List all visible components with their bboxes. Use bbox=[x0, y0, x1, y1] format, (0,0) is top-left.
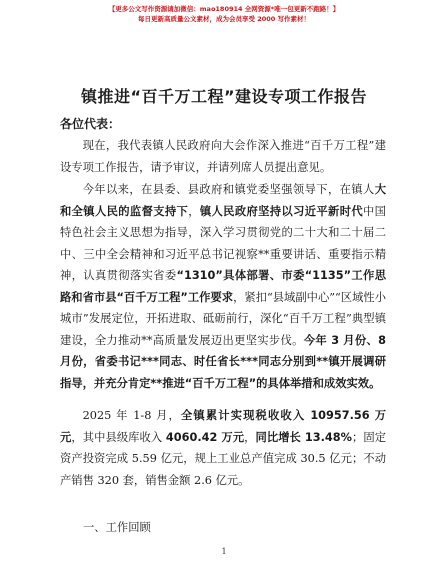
statistics-text: 2025 年 1-8 月， bbox=[82, 409, 181, 422]
statistics-paragraph bbox=[60, 405, 386, 491]
statistics-emphasis: 4060.42 万元 bbox=[165, 430, 245, 444]
statistics-text: ， bbox=[244, 430, 256, 444]
statistics-text: ；固定资产投资完成 5.59 亿元，规上工业总产值完成 30.5 亿元；不动产销售 320 套，销售金额 2.6 亿元。 bbox=[60, 430, 386, 487]
promo-banner bbox=[0, 4, 448, 24]
section-heading-work-review: 一、工作回顾 bbox=[83, 521, 151, 534]
document-title: 镇推进“百千万工程”建设专项工作报告 bbox=[80, 87, 368, 106]
page-number: 1 bbox=[221, 547, 227, 556]
overview-paragraph bbox=[60, 179, 386, 394]
overview-text: ，紧扣“县域副中心”“区域性小城市”发展定位，开拓进取、砥砺前行，深化“百千万工程”典型镇建设，全力推动**高质量发展迈出更坚实步伐。 bbox=[60, 290, 386, 347]
overview-emphasis: 今年 3 月份、8 月份，省委书记***同志、时任省长***同志分别到**镇开展调研指导，并充分肯定**推进“百千万工程”的具体举措和成效实效。 bbox=[60, 333, 386, 390]
statistics-emphasis: 同比增长 13.48% bbox=[255, 430, 352, 444]
overview-emphasis: 镇人民政府坚持以习近平新时代 bbox=[199, 204, 364, 218]
overview-emphasis: 大和全镇人民的监督支持下 bbox=[60, 183, 386, 218]
salutation: 各位代表： bbox=[60, 117, 121, 131]
statistics-emphasis: 全镇累计实现税收收入 10957.56 万元 bbox=[60, 409, 386, 444]
overview-emphasis: “1310”具体部署、市委“1135”工作思路和省市县“百千万工程”工作要求 bbox=[60, 269, 386, 304]
overview-text: 今年以来，在县委、县政府和镇党委坚强领导下，在镇人 bbox=[82, 183, 375, 196]
promo-banner-line1: 【更多公文写作资源请加微信：mao180914 全网资源*唯一包更新不跑路！】 bbox=[108, 5, 340, 13]
overview-text: 中国特色社会主义思想为指导，深入学习贯彻党的二十大和二十届二中、三中全会精神和习近平总书记视察**重要讲话、重要指示精神，认真贯彻落实省委 bbox=[60, 204, 386, 282]
statistics-text: ，其中县级库收入 bbox=[71, 430, 166, 444]
overview-text: ， bbox=[188, 204, 200, 218]
intro-paragraph: 现在，我代表镇人民政府向大会作深入推进“百千万工程”建设专项工作报告，请予审议，并请列席人员提出意见。 bbox=[60, 139, 386, 174]
promo-banner-line2: 每日更新高质量公文素材，成为会员享受 2000 写作素材！ bbox=[137, 15, 311, 23]
